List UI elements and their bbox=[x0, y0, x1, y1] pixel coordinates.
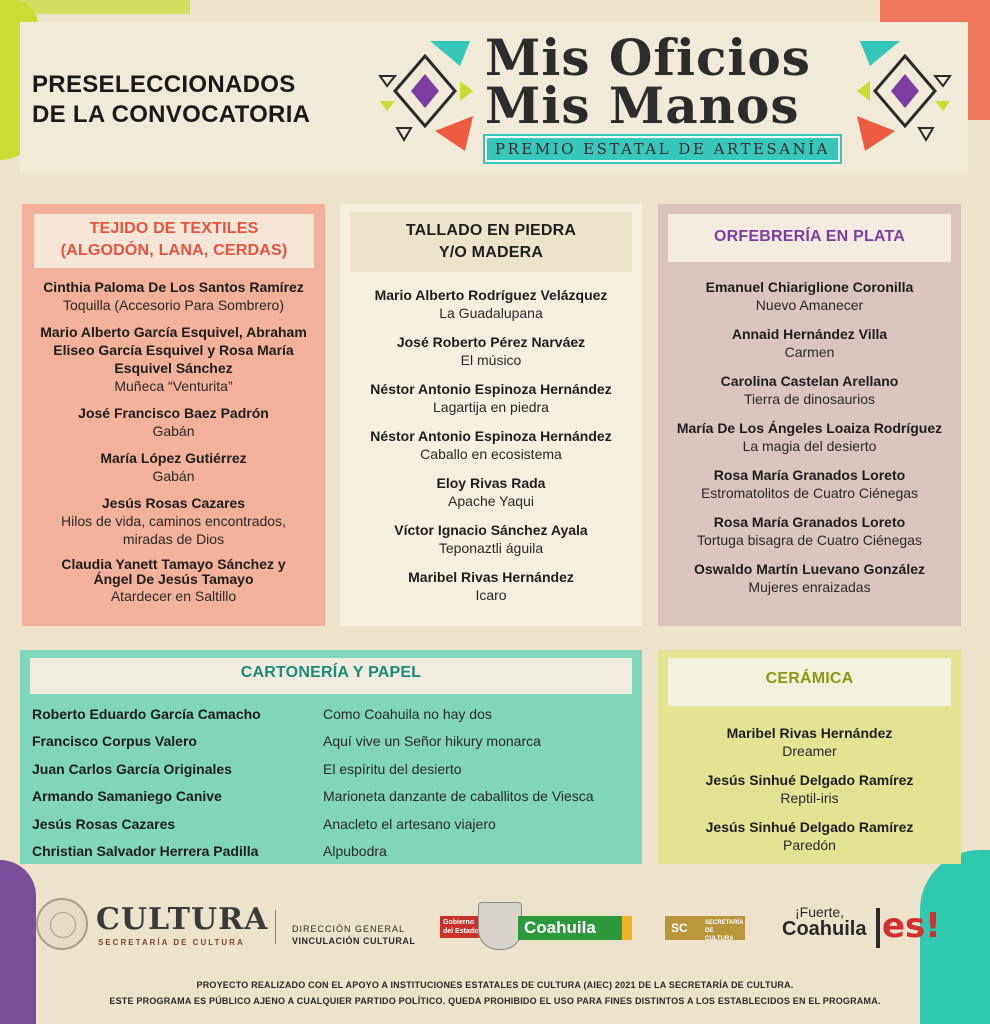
artisan-name: Rosa María Granados Loreto bbox=[713, 514, 906, 530]
work-title: Aquí vive un Señor hikury monarca bbox=[323, 733, 541, 750]
artisan-name: Rosa María Granados Loreto bbox=[713, 467, 906, 483]
list-item bbox=[340, 286, 642, 322]
coahuila-shield-icon bbox=[478, 902, 522, 950]
list-item bbox=[22, 404, 325, 440]
disclaimer-line1: PROYECTO REALIZADO CON EL APOYO A INSTITUCIONES ESTATALES DE CULTURA (AIEC) 2021 DE LA SECRETARÍA DE CULTURA. bbox=[196, 980, 794, 990]
gobierno-label: Gobierno del Estado bbox=[440, 916, 482, 938]
preselection-line2: DE LA CONVOCATORIA bbox=[32, 101, 311, 128]
fuerte-coahuila: Coahuila bbox=[782, 918, 867, 940]
category-title-line1: TALLADO EN PIEDRA bbox=[405, 222, 577, 239]
geometric-motif-left-icon bbox=[375, 36, 475, 154]
artisan-name: Mario Alberto García Esquivel, Abraham Eliseo García Esquivel y Rosa María Esquivel Sánchez bbox=[40, 324, 307, 376]
entry-list bbox=[658, 278, 961, 605]
category-title-line2: Y/O MADERA bbox=[438, 244, 544, 261]
table-row bbox=[32, 755, 632, 783]
artisan-name: Juan Carlos García Originales bbox=[32, 760, 232, 777]
list-item bbox=[22, 323, 325, 395]
list-item bbox=[658, 724, 961, 760]
artisan-name: Jesús Rosas Cazares bbox=[32, 815, 176, 832]
list-item bbox=[22, 278, 325, 314]
category-card-silver bbox=[658, 204, 961, 626]
vinculacion-cultural-label: VINCULACIÓN CULTURAL bbox=[292, 936, 416, 946]
list-item bbox=[340, 521, 642, 557]
artisan-name: Maribel Rivas Hernández bbox=[408, 569, 574, 585]
entry-list bbox=[658, 724, 961, 863]
entry-list bbox=[340, 286, 642, 613]
artisan-name: Francisco Corpus Valero bbox=[32, 733, 197, 750]
sc-logo: SC bbox=[665, 916, 745, 940]
logo-line2: Mis Manos bbox=[485, 76, 800, 135]
cultura-logo: CULTURA bbox=[96, 902, 269, 937]
list-item bbox=[22, 449, 325, 485]
artisan-name: Maribel Rivas Hernández bbox=[726, 725, 893, 741]
artisan-name: Jesús Sinhué Delgado Ramírez bbox=[705, 772, 914, 788]
category-card-paper bbox=[20, 650, 642, 864]
work-title: El espíritu del desierto bbox=[323, 760, 462, 777]
artisan-name: Jesús Sinhué Delgado Ramírez bbox=[705, 819, 914, 835]
work-title: Caballo en ecosistema bbox=[420, 446, 562, 462]
geometric-motif-right-icon bbox=[855, 36, 955, 154]
list-item bbox=[658, 419, 961, 455]
slogan-divider bbox=[876, 908, 880, 948]
work-title: Dreamer bbox=[782, 743, 837, 759]
es-slogan: es! bbox=[882, 906, 941, 946]
work-title: Como Coahuila no hay dos bbox=[323, 705, 492, 722]
artisan-name: Mario Alberto Rodríguez Velázquez bbox=[374, 287, 608, 303]
entry-list bbox=[22, 278, 325, 614]
work-title: La Guadalupana bbox=[439, 305, 543, 321]
work-title: Hilos de vida, caminos encontrados, miradas de Dios bbox=[61, 513, 286, 547]
work-title: Nuevo Amanecer bbox=[755, 297, 864, 313]
list-item bbox=[658, 278, 961, 314]
list-item bbox=[340, 474, 642, 510]
work-title: Atardecer en Saltillo bbox=[110, 588, 237, 604]
list-item bbox=[658, 560, 961, 596]
work-title: Anacleto el artesano viajero bbox=[323, 815, 496, 832]
artisan-name: María De Los Ángeles Loaiza Rodríguez bbox=[676, 420, 943, 436]
work-title: La magia del desierto bbox=[742, 438, 877, 454]
entry-table bbox=[32, 700, 632, 865]
list-item bbox=[658, 818, 961, 854]
work-title: Tortuga bisagra de Cuatro Ciénegas bbox=[697, 532, 922, 548]
work-title: Carmen bbox=[784, 344, 835, 360]
artisan-name: Jesús Rosas Cazares bbox=[101, 495, 246, 511]
cultura-subtitle: SECRETARÍA DE CULTURA bbox=[98, 938, 245, 947]
artisan-name: Víctor Ignacio Sánchez Ayala bbox=[394, 522, 588, 538]
list-item bbox=[340, 427, 642, 463]
direccion-general-label: DIRECCIÓN GENERAL bbox=[292, 924, 406, 934]
fuerte-slogan: ¡Fuerte, bbox=[795, 904, 845, 920]
work-title: Reptil-iris bbox=[780, 790, 839, 806]
category-title bbox=[350, 220, 632, 264]
artisan-name: Roberto Eduardo García Camacho bbox=[32, 705, 261, 722]
work-title: Teponaztli águila bbox=[438, 540, 544, 556]
work-title: Lagartija en piedra bbox=[433, 399, 549, 415]
work-title: Estromatolitos de Cuatro Ciénegas bbox=[700, 485, 919, 501]
table-row bbox=[32, 728, 632, 756]
artisan-name: Carolina Castelan Arellano bbox=[720, 373, 899, 389]
list-item bbox=[22, 494, 325, 548]
work-title: Gabán bbox=[152, 423, 195, 439]
preselection-line1: PRESELECCIONADOS bbox=[32, 71, 296, 98]
category-title: CARTONERÍA Y PAPEL bbox=[240, 664, 422, 681]
artisan-name: Eloy Rivas Rada bbox=[436, 475, 546, 491]
work-title: Marioneta danzante de caballitos de Viesca bbox=[323, 788, 594, 805]
list-item bbox=[658, 513, 961, 549]
work-title: Alpubodra bbox=[323, 843, 387, 860]
table-row bbox=[32, 810, 632, 838]
coahuila-logo: Coahuila bbox=[518, 916, 626, 940]
work-title: Muñeca “Venturita” bbox=[114, 378, 233, 394]
table-row bbox=[32, 700, 632, 728]
disclaimer-line2: ESTE PROGRAMA ES PÚBLICO AJENO A CUALQUIER PARTIDO POLÍTICO. QUEDA PROHIBIDO EL USO PARA FINES DISTINTOS A LOS ESTABLECIDOS EN EL PROGRAMA. bbox=[109, 996, 881, 1006]
preselection-title bbox=[32, 70, 352, 130]
artisan-name: María López Gutiérrez bbox=[100, 450, 247, 466]
category-title: ORFEBRERÍA EN PLATA bbox=[713, 228, 906, 245]
artisan-name: Cinthia Paloma De Los Santos Ramírez bbox=[43, 279, 304, 295]
work-title: Gabán bbox=[152, 468, 195, 484]
category-title-line1: TEJIDO DE TEXTILES bbox=[89, 220, 259, 237]
artisan-name: Oswaldo Martín Luevano González bbox=[693, 561, 926, 577]
artisan-name: Néstor Antonio Espinoza Hernández bbox=[370, 428, 612, 444]
list-item bbox=[658, 372, 961, 408]
list-item bbox=[658, 325, 961, 361]
work-title: Toquilla (Accesorio Para Sombrero) bbox=[63, 297, 284, 313]
event-logo bbox=[485, 28, 865, 162]
category-card-textiles bbox=[22, 204, 325, 626]
divider bbox=[275, 910, 276, 944]
work-title: Paredón bbox=[783, 837, 836, 853]
logo-subtitle: PREMIO ESTATAL DE ARTESANÍA bbox=[485, 136, 840, 162]
work-title: Tierra de dinosaurios bbox=[744, 391, 875, 407]
artisan-name: Armando Samaniego Canive bbox=[32, 788, 222, 805]
list-item bbox=[340, 380, 642, 416]
artisan-name: Christian Salvador Herrera Padilla bbox=[32, 843, 259, 860]
table-row bbox=[32, 838, 632, 866]
work-title: Mujeres enraizadas bbox=[748, 579, 871, 595]
sponsor-logos bbox=[20, 890, 968, 960]
category-card-stone-wood bbox=[340, 204, 642, 626]
category-title-line2: (ALGODÓN, LANA, CERDAS) bbox=[60, 242, 288, 259]
national-seal-icon bbox=[36, 898, 88, 950]
list-item bbox=[340, 333, 642, 369]
category-title: CERÁMICA bbox=[765, 670, 854, 687]
artisan-name: José Francisco Baez Padrón bbox=[78, 405, 269, 421]
sc-logo-subtitle: SECRETARÍA DE CULTURA bbox=[705, 920, 744, 942]
list-item bbox=[658, 771, 961, 807]
category-title bbox=[34, 218, 314, 262]
artisan-name: Claudia Yanett Tamayo Sánchez y Ángel De Jesús Tamayo bbox=[61, 556, 286, 587]
work-title: El músico bbox=[460, 352, 522, 368]
brush-stroke-top-left-thin bbox=[0, 0, 190, 14]
list-item bbox=[22, 557, 325, 605]
work-title: Apache Yaqui bbox=[448, 493, 534, 509]
list-item bbox=[658, 466, 961, 502]
artisan-name: Emanuel Chiariglione Coronilla bbox=[705, 279, 914, 295]
work-title: Icaro bbox=[475, 587, 507, 603]
artisan-name: Néstor Antonio Espinoza Hernández bbox=[370, 381, 612, 397]
artisan-name: Annaid Hernández Villa bbox=[731, 326, 888, 342]
artisan-name: José Roberto Pérez Narváez bbox=[396, 334, 586, 350]
logo-line1: Mis Oficios bbox=[485, 28, 811, 87]
category-card-ceramics bbox=[658, 650, 961, 864]
list-item bbox=[340, 568, 642, 604]
table-row bbox=[32, 783, 632, 811]
